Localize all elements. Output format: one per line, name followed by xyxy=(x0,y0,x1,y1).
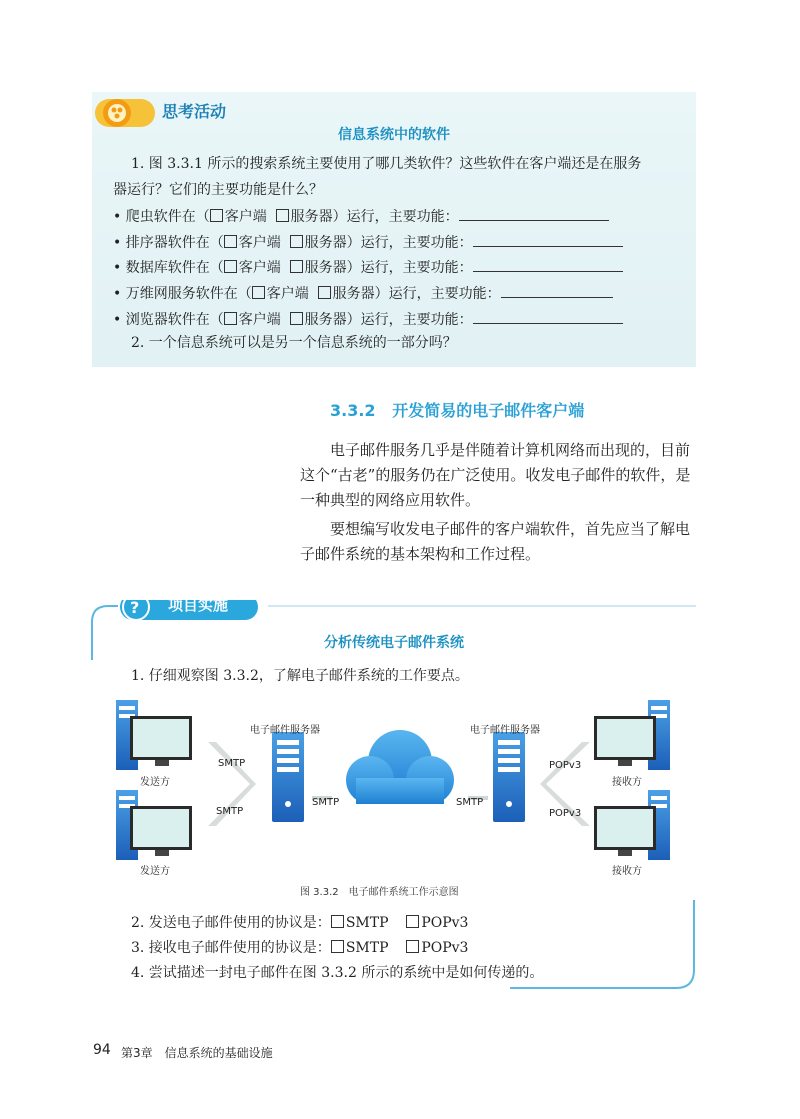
step-2: 2. 发送电子邮件使用的协议是： SMTP POPv3 xyxy=(131,915,469,931)
mail-server-icon xyxy=(493,732,525,822)
receiver-computer-icon xyxy=(594,790,670,860)
checkbox-client[interactable] xyxy=(252,286,265,299)
sender-computer-icon xyxy=(116,790,192,860)
project-label: 项目实施 xyxy=(168,596,229,614)
think-activity-title: 信息系统中的软件 xyxy=(338,127,450,143)
pop-label: POPv3 xyxy=(549,808,582,819)
receiver-computer-icon xyxy=(594,700,670,770)
checkbox-server[interactable] xyxy=(276,209,289,222)
sender-label: 发送方 xyxy=(140,777,170,788)
list-item: • 万维网服务软件在（ 客户端 服务器）运行，主要功能： xyxy=(113,283,613,303)
think-activity-label: 思考活动 xyxy=(162,102,227,121)
checkbox-pop[interactable] xyxy=(406,940,419,953)
list-item: • 爬虫软件在（ 客户端 服务器）运行，主要功能： xyxy=(113,206,609,226)
answer-blank[interactable] xyxy=(501,283,613,298)
section-heading: 开发简易的电子邮件客户端 xyxy=(392,401,585,420)
svg-text:?: ? xyxy=(130,600,140,617)
checkbox-smtp[interactable] xyxy=(331,940,344,953)
internet-cloud-icon xyxy=(346,730,454,804)
answer-blank[interactable] xyxy=(473,309,623,324)
email-system-diagram xyxy=(100,692,700,882)
paragraph: 电子邮件服务几乎是伴随着计算机网络而出现的，目前这个“古老”的服务仍在广泛使用。收发电子邮件的软件，是一种典型的网络应用软件。 xyxy=(300,441,691,509)
section-title xyxy=(330,398,584,421)
project-title: 分析传统电子邮件系统 xyxy=(324,635,464,651)
smtp-label: SMTP xyxy=(216,806,244,817)
server-label-left: 电子邮件服务器 xyxy=(250,725,320,736)
paragraph: 要想编写收发电子邮件的客户端软件，首先应当了解电子邮件系统的基本架构和工作过程。 xyxy=(300,520,691,563)
checkbox-server[interactable] xyxy=(290,235,303,248)
answer-blank[interactable] xyxy=(473,232,623,247)
checkbox-server[interactable] xyxy=(290,312,303,325)
checkbox-client[interactable] xyxy=(224,235,237,248)
list-item: • 数据库软件在（ 客户端 服务器）运行，主要功能： xyxy=(113,257,623,277)
checkbox-server[interactable] xyxy=(290,260,303,273)
checkbox-smtp[interactable] xyxy=(331,915,344,928)
step-4: 4. 尝试描述一封电子邮件在图 3.3.2 所示的系统中是如何传递的。 xyxy=(131,965,544,981)
question-2: 2. 一个信息系统可以是另一个信息系统的一部分吗？ xyxy=(131,335,457,351)
sender-label: 发送方 xyxy=(140,866,170,877)
checkbox-pop[interactable] xyxy=(406,915,419,928)
receiver-label: 接收方 xyxy=(612,866,642,877)
sender-computer-icon xyxy=(116,700,192,770)
checkbox-client[interactable] xyxy=(210,209,223,222)
answer-blank[interactable] xyxy=(473,257,623,272)
figure-caption: 图 3.3.2 电子邮件系统工作示意图 xyxy=(300,887,459,898)
checkbox-client[interactable] xyxy=(224,260,237,273)
mail-server-icon xyxy=(272,732,304,822)
question-1-line-1: 1. 图 3.3.1 所示的搜索系统主要使用了哪几类软件？这些软件在客户端还是在服务 xyxy=(131,156,642,172)
chapter-title: 第3章 信息系统的基础设施 xyxy=(121,1046,273,1060)
step-3: 3. 接收电子邮件使用的协议是： SMTP POPv3 xyxy=(131,940,469,956)
question-1-line-2: 器运行？它们的主要功能是什么？ xyxy=(113,182,323,198)
checkbox-client[interactable] xyxy=(224,312,237,325)
answer-blank[interactable] xyxy=(459,206,609,221)
server-label-right: 电子邮件服务器 xyxy=(470,725,540,736)
receiver-label: 接收方 xyxy=(612,777,642,788)
smtp-label: SMTP xyxy=(218,758,246,769)
step-1: 1. 仔细观察图 3.3.2，了解电子邮件系统的工作要点。 xyxy=(131,668,469,684)
smtp-label: SMTP xyxy=(456,797,484,808)
smtp-label: SMTP xyxy=(312,797,340,808)
checkbox-server[interactable] xyxy=(318,286,331,299)
page-number: 94 xyxy=(93,1042,111,1058)
section-number: 3.3.2 xyxy=(330,401,376,420)
pop-label: POPv3 xyxy=(549,760,582,771)
list-item: • 浏览器软件在（ 客户端 服务器）运行，主要功能： xyxy=(113,309,623,329)
list-item: • 排序器软件在（ 客户端 服务器）运行，主要功能： xyxy=(113,232,623,252)
